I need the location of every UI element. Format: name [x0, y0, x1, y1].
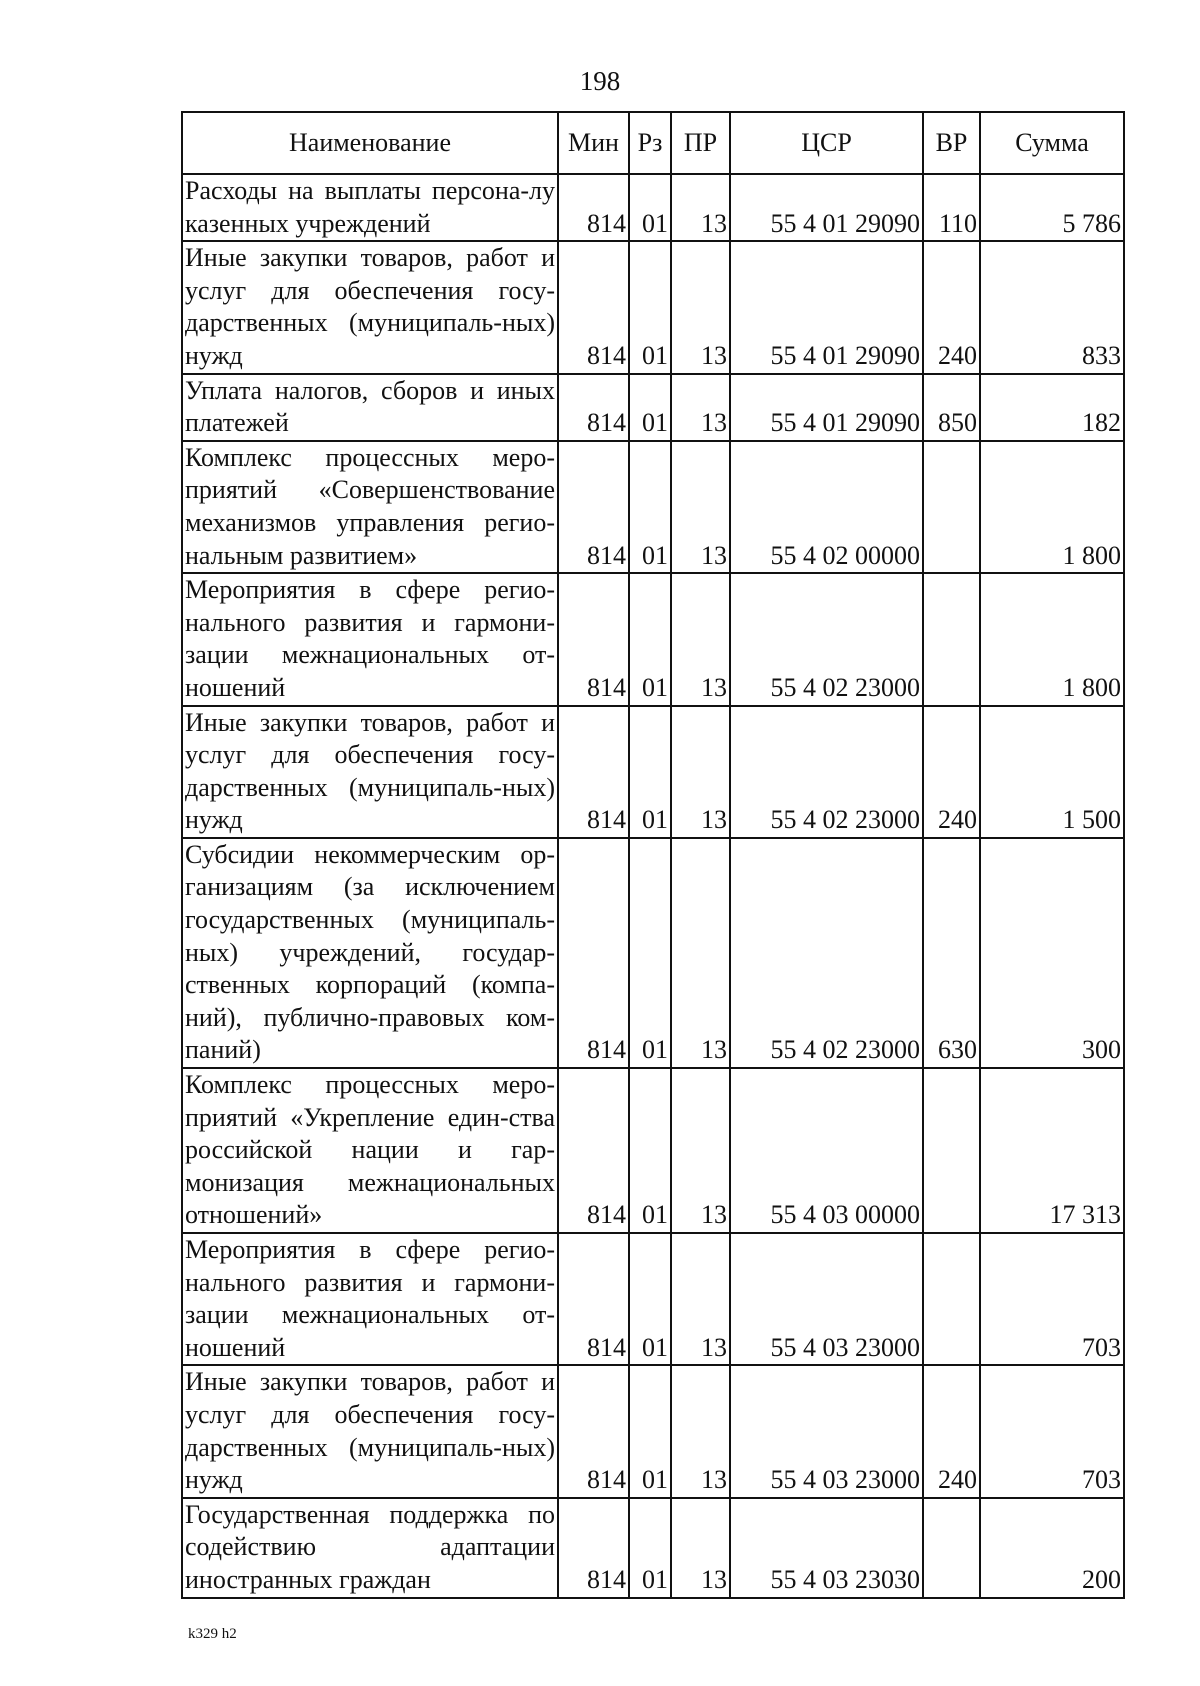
table-row — [182, 1498, 1124, 1598]
column-header-sum: Сумма — [980, 112, 1124, 174]
cell-pr: 13 — [671, 706, 730, 838]
cell-csr: 55 4 02 00000 — [730, 441, 923, 573]
cell-rz: 01 — [629, 838, 671, 1068]
cell-rz: 01 — [629, 1233, 671, 1365]
cell-vr: 850 — [923, 374, 980, 441]
cell-min: 814 — [558, 706, 629, 838]
cell-rz: 01 — [629, 1068, 671, 1233]
table-row — [182, 838, 1124, 1068]
cell-vr: 630 — [923, 838, 980, 1068]
cell-name: Мероприятия в сфере регио-нального развития и гармони-зации межнациональных от-ношений — [182, 1233, 558, 1365]
cell-pr: 13 — [671, 441, 730, 573]
table-row — [182, 1233, 1124, 1365]
cell-sum: 200 — [980, 1498, 1124, 1598]
cell-sum: 1 500 — [980, 706, 1124, 838]
cell-pr: 13 — [671, 374, 730, 441]
cell-pr: 13 — [671, 1233, 730, 1365]
cell-vr: 110 — [923, 174, 980, 241]
cell-vr — [923, 1498, 980, 1598]
cell-min: 814 — [558, 838, 629, 1068]
cell-min: 814 — [558, 1498, 629, 1598]
cell-vr: 240 — [923, 706, 980, 838]
cell-name: Государственная поддержка по содействию адаптации иностранных граждан — [182, 1498, 558, 1598]
cell-csr: 55 4 02 23000 — [730, 573, 923, 705]
cell-name: Уплата налогов, сборов и иных платежей — [182, 374, 558, 441]
cell-vr — [923, 441, 980, 573]
cell-vr: 240 — [923, 1365, 980, 1497]
cell-csr: 55 4 02 23000 — [730, 706, 923, 838]
cell-sum: 5 786 — [980, 174, 1124, 241]
table-row — [182, 374, 1124, 441]
cell-csr: 55 4 03 23000 — [730, 1233, 923, 1365]
cell-sum: 1 800 — [980, 573, 1124, 705]
cell-sum: 1 800 — [980, 441, 1124, 573]
cell-rz: 01 — [629, 174, 671, 241]
cell-sum: 703 — [980, 1365, 1124, 1497]
table-row — [182, 1068, 1124, 1233]
cell-rz: 01 — [629, 374, 671, 441]
column-header-pr: ПР — [671, 112, 730, 174]
cell-sum: 703 — [980, 1233, 1124, 1365]
column-header-rz: Рз — [629, 112, 671, 174]
column-header-name: Наименование — [182, 112, 558, 174]
cell-name: Иные закупки товаров, работ и услуг для обеспечения госу-дарственных (муниципаль-ных) нужд — [182, 1365, 558, 1497]
cell-rz: 01 — [629, 573, 671, 705]
cell-rz: 01 — [629, 706, 671, 838]
cell-pr: 13 — [671, 174, 730, 241]
cell-pr: 13 — [671, 1498, 730, 1598]
cell-csr: 55 4 02 23000 — [730, 838, 923, 1068]
cell-name: Мероприятия в сфере регио-нального развития и гармони-зации межнациональных от-ношений — [182, 573, 558, 705]
cell-csr: 55 4 03 00000 — [730, 1068, 923, 1233]
cell-rz: 01 — [629, 1365, 671, 1497]
cell-pr: 13 — [671, 1068, 730, 1233]
cell-rz: 01 — [629, 1498, 671, 1598]
cell-pr: 13 — [671, 838, 730, 1068]
table-row — [182, 174, 1124, 241]
cell-vr — [923, 1068, 980, 1233]
cell-pr: 13 — [671, 1365, 730, 1497]
cell-rz: 01 — [629, 441, 671, 573]
cell-min: 814 — [558, 1068, 629, 1233]
table-row — [182, 441, 1124, 573]
cell-name: Комплекс процессных меро-приятий «Совершенствование механизмов управления регио-нальным развитием» — [182, 441, 558, 573]
cell-min: 814 — [558, 241, 629, 373]
cell-csr: 55 4 01 29090 — [730, 241, 923, 373]
footer-code: k329 h2 — [188, 1626, 237, 1642]
cell-csr: 55 4 01 29090 — [730, 374, 923, 441]
cell-pr: 13 — [671, 241, 730, 373]
cell-min: 814 — [558, 374, 629, 441]
cell-min: 814 — [558, 1365, 629, 1497]
page-number: 198 — [579, 66, 621, 96]
cell-vr — [923, 573, 980, 705]
cell-csr: 55 4 03 23000 — [730, 1365, 923, 1497]
cell-sum: 182 — [980, 374, 1124, 441]
cell-name: Комплекс процессных меро-приятий «Укрепление един-ства российской нации и гар-монизация межнациональных отношений» — [182, 1068, 558, 1233]
table-row — [182, 573, 1124, 705]
table-header-row — [182, 112, 1124, 174]
cell-min: 814 — [558, 174, 629, 241]
cell-name: Иные закупки товаров, работ и услуг для обеспечения госу-дарственных (муниципаль-ных) нужд — [182, 241, 558, 373]
table-row — [182, 706, 1124, 838]
cell-pr: 13 — [671, 573, 730, 705]
cell-min: 814 — [558, 573, 629, 705]
table-row — [182, 1365, 1124, 1497]
cell-vr — [923, 1233, 980, 1365]
cell-name: Иные закупки товаров, работ и услуг для обеспечения госу-дарственных (муниципаль-ных) нужд — [182, 706, 558, 838]
cell-name: Субсидии некоммерческим ор-ганизациям (за исключением государственных (муниципаль-ных) учреждений, государ-ственных корпораций (компа-ний), публично-правовых ком-паний) — [182, 838, 558, 1068]
cell-name: Расходы на выплаты персона-лу казенных учреждений — [182, 174, 558, 241]
cell-vr: 240 — [923, 241, 980, 373]
cell-min: 814 — [558, 1233, 629, 1365]
table-row — [182, 241, 1124, 373]
budget-table — [181, 111, 1125, 1599]
column-header-csr: ЦСР — [730, 112, 923, 174]
cell-min: 814 — [558, 441, 629, 573]
cell-csr: 55 4 03 23030 — [730, 1498, 923, 1598]
cell-sum: 17 313 — [980, 1068, 1124, 1233]
cell-rz: 01 — [629, 241, 671, 373]
column-header-min: Мин — [558, 112, 629, 174]
cell-sum: 833 — [980, 241, 1124, 373]
cell-sum: 300 — [980, 838, 1124, 1068]
column-header-vr: ВР — [923, 112, 980, 174]
cell-csr: 55 4 01 29090 — [730, 174, 923, 241]
